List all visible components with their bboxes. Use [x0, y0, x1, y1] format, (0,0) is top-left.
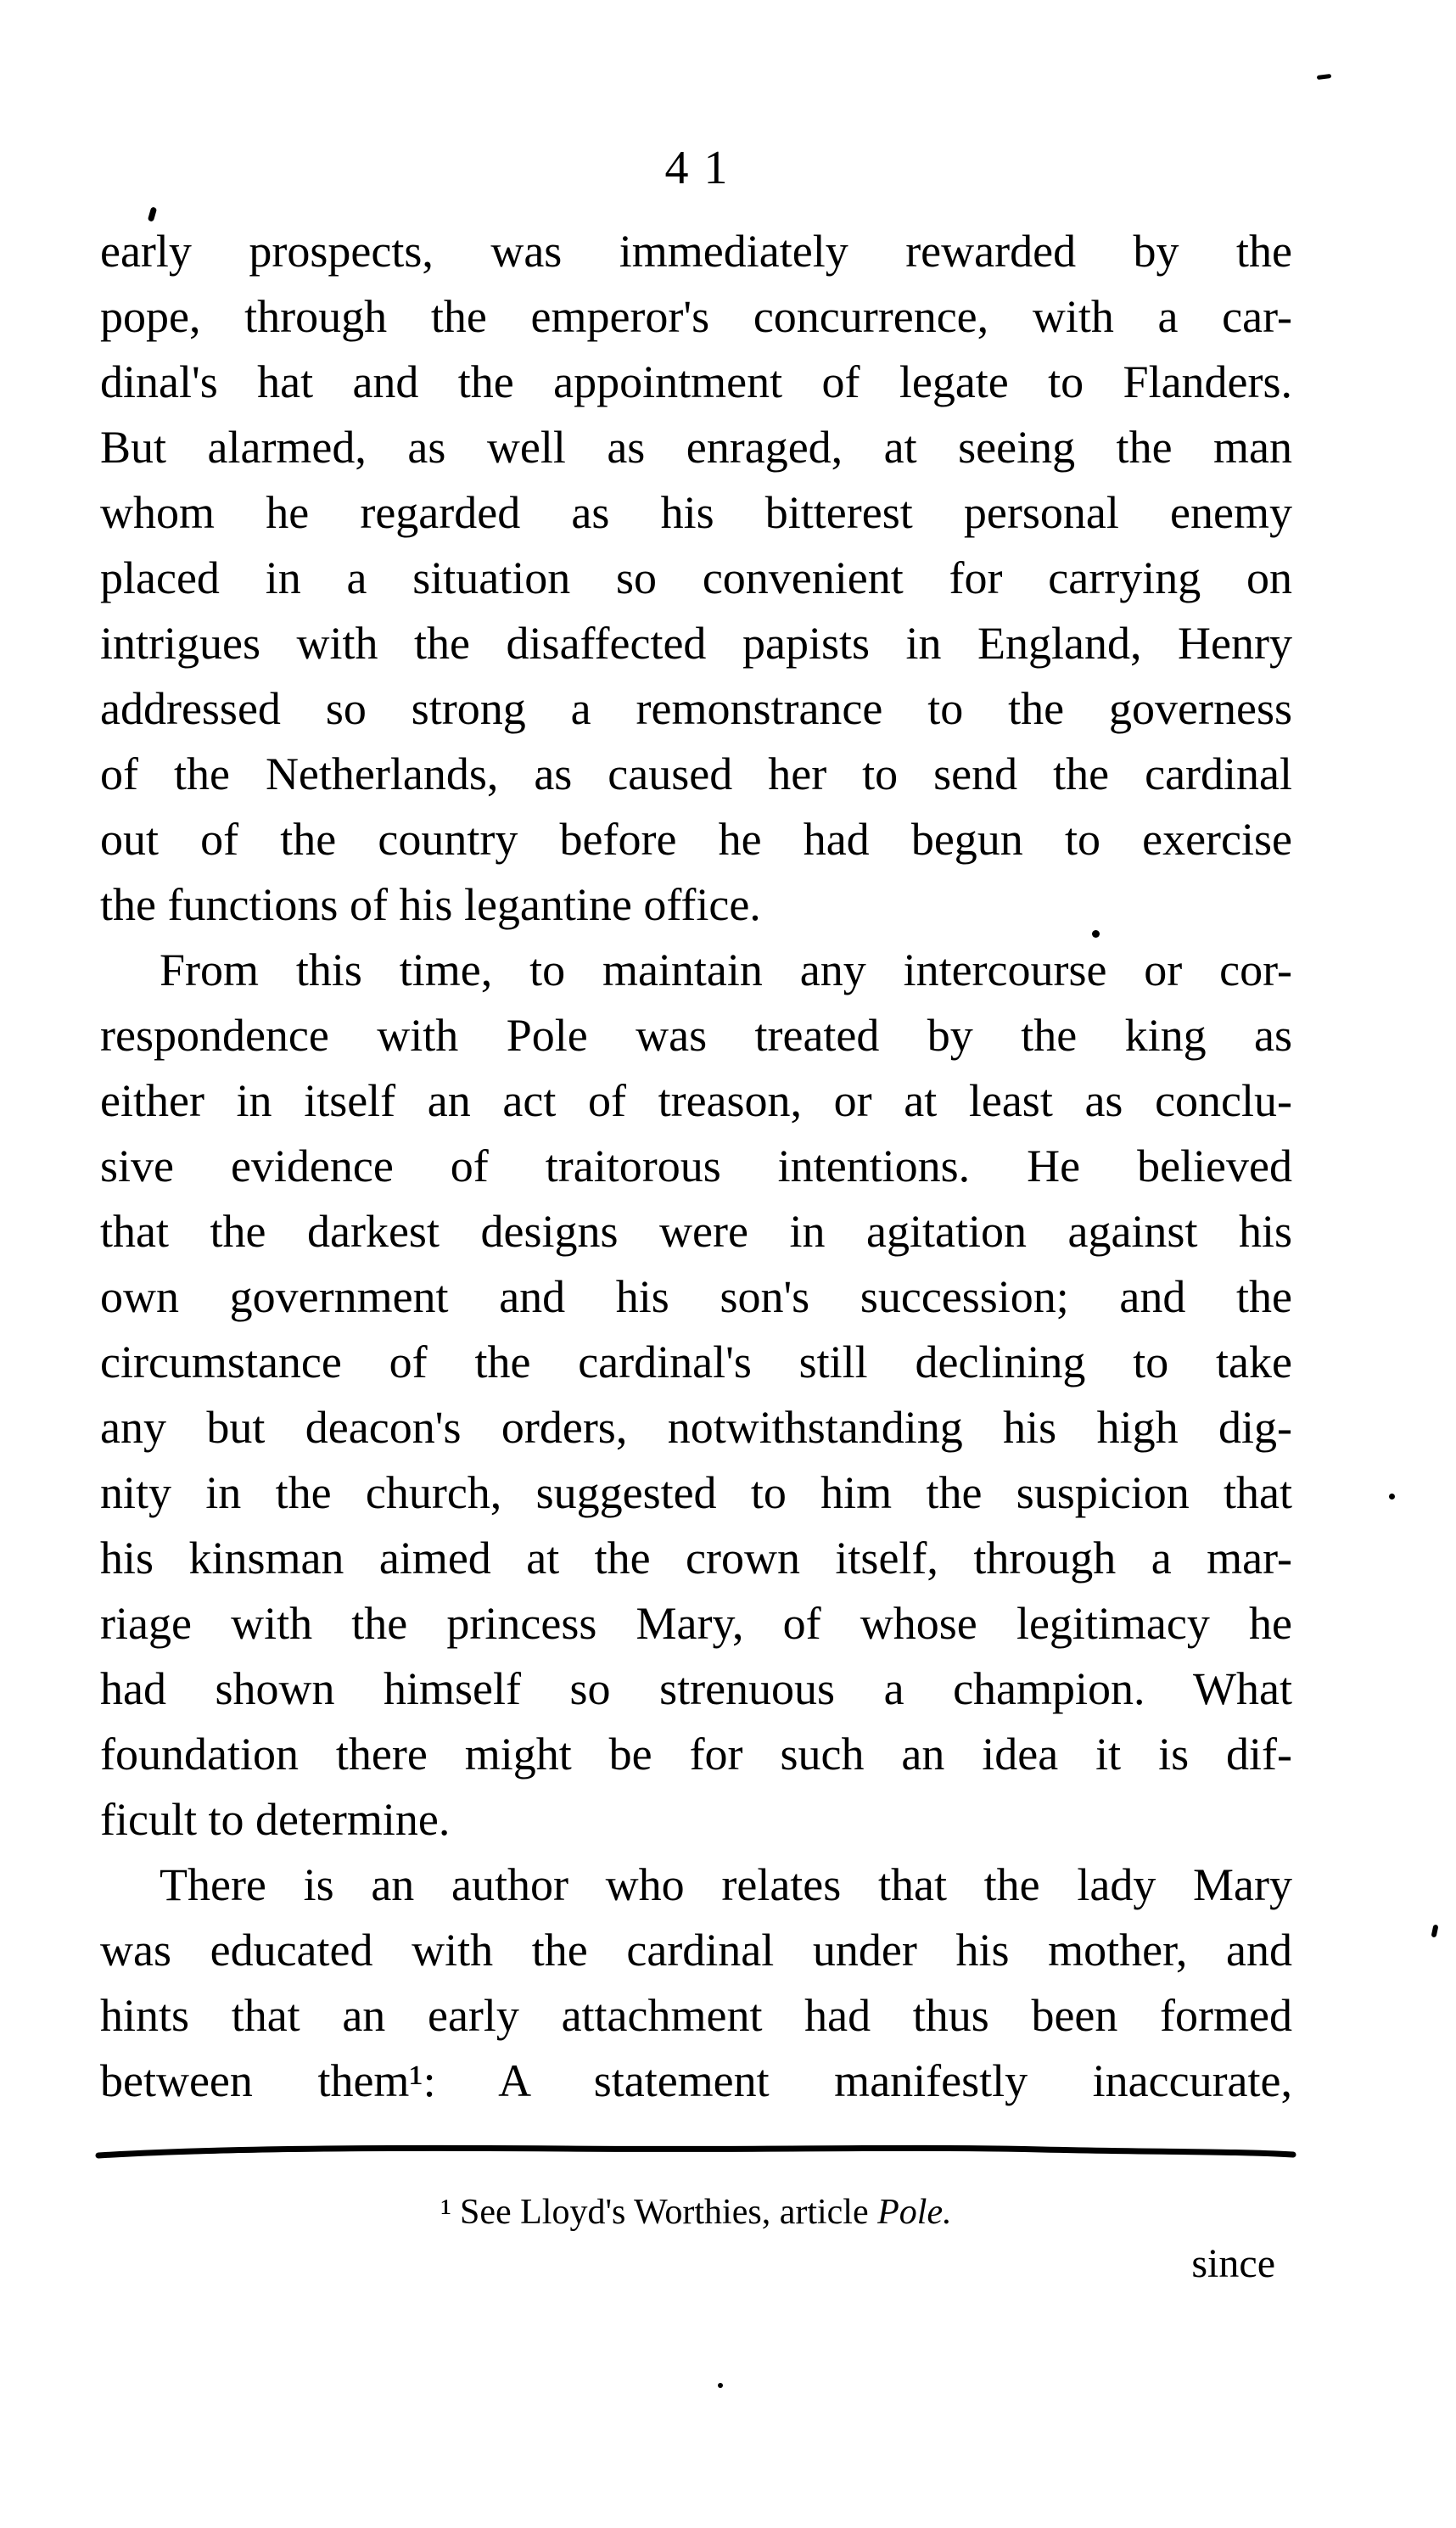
- text-line: sive evidence of traitorous intentions. He believed: [100, 1141, 1292, 1191]
- text-line: whom he regarded as his bitterest personal enemy: [100, 487, 1292, 538]
- text-line: own government and his son's succession; and the: [100, 1271, 1292, 1322]
- text-line: either in itself an act of treason, or at least as conclu-: [100, 1075, 1292, 1126]
- ink-speck: [1389, 1494, 1395, 1499]
- text-line: addressed so strong a remonstrance to the governess: [100, 683, 1292, 734]
- page-number: 41: [664, 142, 743, 194]
- text-line: hints that an early attachment had thus been formed: [100, 1990, 1292, 2041]
- footnote-marker: ¹: [440, 2193, 451, 2232]
- text-line: placed in a situation so convenient for carrying on: [100, 552, 1292, 603]
- text-line: riage with the princess Mary, of whose legitimacy he: [100, 1598, 1292, 1649]
- footnote-rule: [92, 2138, 1300, 2164]
- footnote-work-title: Pole.: [877, 2193, 952, 2232]
- ink-speck: [1092, 930, 1100, 938]
- ink-speck: [718, 2383, 723, 2388]
- text-line: nity in the church, suggested to him the suspicion that: [100, 1467, 1292, 1518]
- text-line: out of the country before he had begun to exercise: [100, 814, 1292, 865]
- text-line: intrigues with the disaffected papists in England, Henry: [100, 618, 1292, 669]
- text-line: respondence with Pole was treated by the king as: [100, 1010, 1292, 1061]
- text-line: was educated with the cardinal under his mother, and: [100, 1925, 1292, 1976]
- text-line: circumstance of the cardinal's still declining to take: [100, 1337, 1292, 1387]
- text-line: between them¹: A statement manifestly inaccurate,: [100, 2055, 1292, 2106]
- ink-speck: [1431, 1925, 1439, 1938]
- ink-speck: [1317, 74, 1331, 80]
- text-line: of the Netherlands, as caused her to send the cardinal: [100, 748, 1292, 799]
- text-line: had shown himself so strenuous a champion. What: [100, 1663, 1292, 1714]
- text-line: But alarmed, as well as enraged, at seeing the man: [100, 422, 1292, 473]
- text-body: [100, 219, 1292, 2114]
- text-line: From this time, to maintain any intercourse or cor-: [160, 944, 1292, 995]
- text-line: dinal's hat and the appointment of legate to Flanders.: [100, 356, 1292, 407]
- text-line: the functions of his legantine office.: [100, 879, 761, 930]
- text-line: his kinsman aimed at the crown itself, through a mar-: [100, 1533, 1292, 1584]
- catchword: since: [1191, 2241, 1275, 2286]
- text-line: There is an author who relates that the lady Mary: [160, 1859, 1292, 1910]
- text-line: that the darkest designs were in agitation against his: [100, 1206, 1292, 1257]
- text-line: pope, through the emperor's concurrence, with a car-: [100, 291, 1292, 342]
- footnote-text: See Lloyd's Worthies, article: [459, 2193, 869, 2232]
- text-line: early prospects, was immediately rewarded by the: [100, 226, 1292, 277]
- text-line: any but deacon's orders, notwithstanding his high dig-: [100, 1402, 1292, 1453]
- text-line: ficult to determine.: [100, 1794, 451, 1845]
- footnote: [100, 2192, 1292, 2233]
- text-line: foundation there might be for such an idea it is dif-: [100, 1729, 1292, 1780]
